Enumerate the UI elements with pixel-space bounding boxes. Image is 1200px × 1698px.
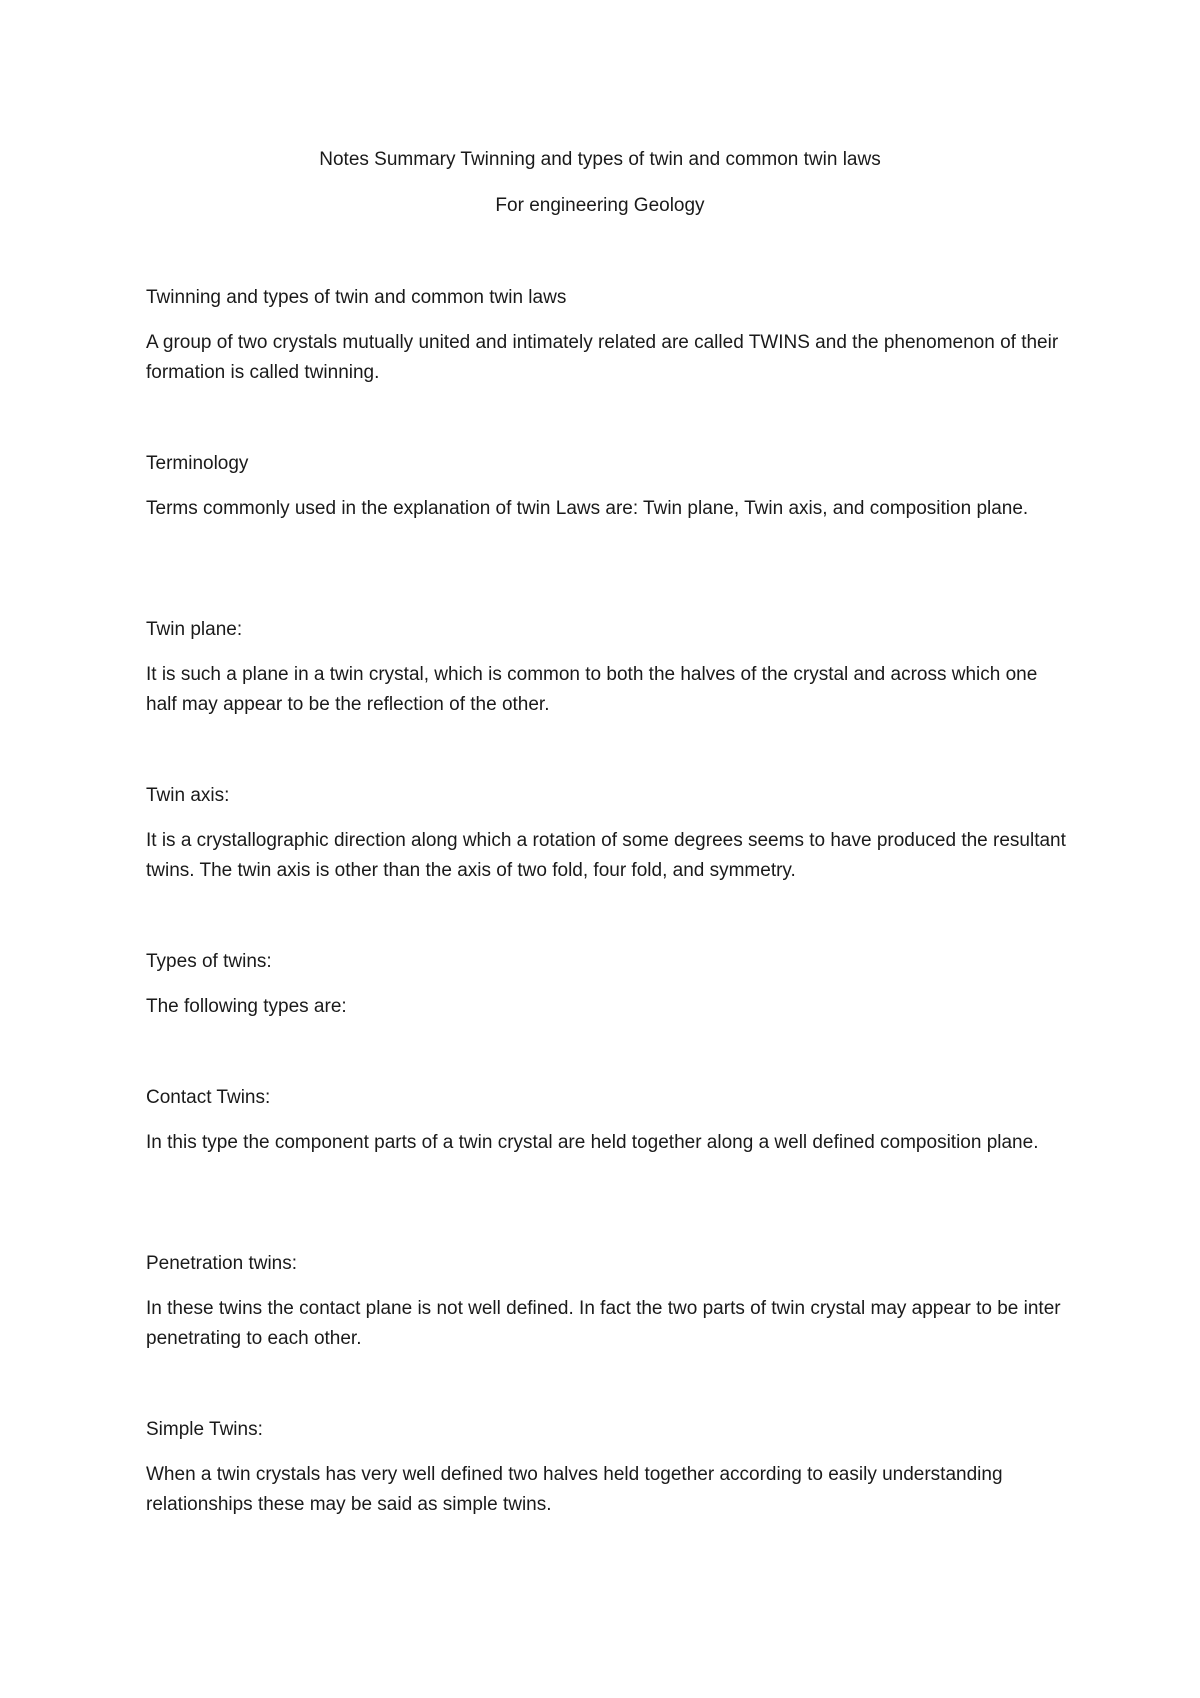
- section-heading-penetration-twins: Penetration twins:: [146, 1253, 298, 1274]
- section-heading-types-of-twins: Types of twins:: [146, 951, 272, 972]
- section-heading-twin-axis: Twin axis:: [146, 785, 230, 806]
- section-body-contact-twins: In this type the component parts of a twin crystal are held together along a well defined composition plane.: [146, 1132, 1039, 1153]
- document-title: Notes Summary Twinning and types of twin and common twin laws: [319, 149, 881, 170]
- section-body-penetration-twins: In these twins the contact plane is not well defined. In fact the two parts of twin crystal may appear to be inter penetrating to each other.: [146, 1298, 1061, 1349]
- document-subtitle: For engineering Geology: [495, 195, 705, 216]
- section-heading-simple-twins: Simple Twins:: [146, 1419, 263, 1440]
- section-heading-terminology: Terminology: [146, 453, 249, 474]
- section-heading-twinning: Twinning and types of twin and common twin laws: [146, 287, 567, 308]
- section-body-simple-twins: When a twin crystals has very well defined two halves held together according to easily understanding relationships these may be said as simple twins.: [146, 1464, 1003, 1515]
- section-heading-twin-plane: Twin plane:: [146, 619, 243, 640]
- section-body-terminology: Terms commonly used in the explanation of twin Laws are: Twin plane, Twin axis, and composition plane.: [146, 498, 1029, 519]
- section-body-twinning: A group of two crystals mutually united and intimately related are called TWINS and the phenomenon of their formation is called twinning.: [146, 332, 1059, 383]
- section-body-twin-plane: It is such a plane in a twin crystal, which is common to both the halves of the crystal and across which one half may appear to be the reflection of the other.: [146, 664, 1038, 715]
- section-heading-contact-twins: Contact Twins:: [146, 1087, 271, 1108]
- section-body-types-of-twins: The following types are:: [146, 996, 347, 1017]
- section-body-twin-axis: It is a crystallographic direction along which a rotation of some degrees seems to have produced the resultant twins. The twin axis is other than the axis of two fold, four fold, and symmetry.: [146, 830, 1066, 881]
